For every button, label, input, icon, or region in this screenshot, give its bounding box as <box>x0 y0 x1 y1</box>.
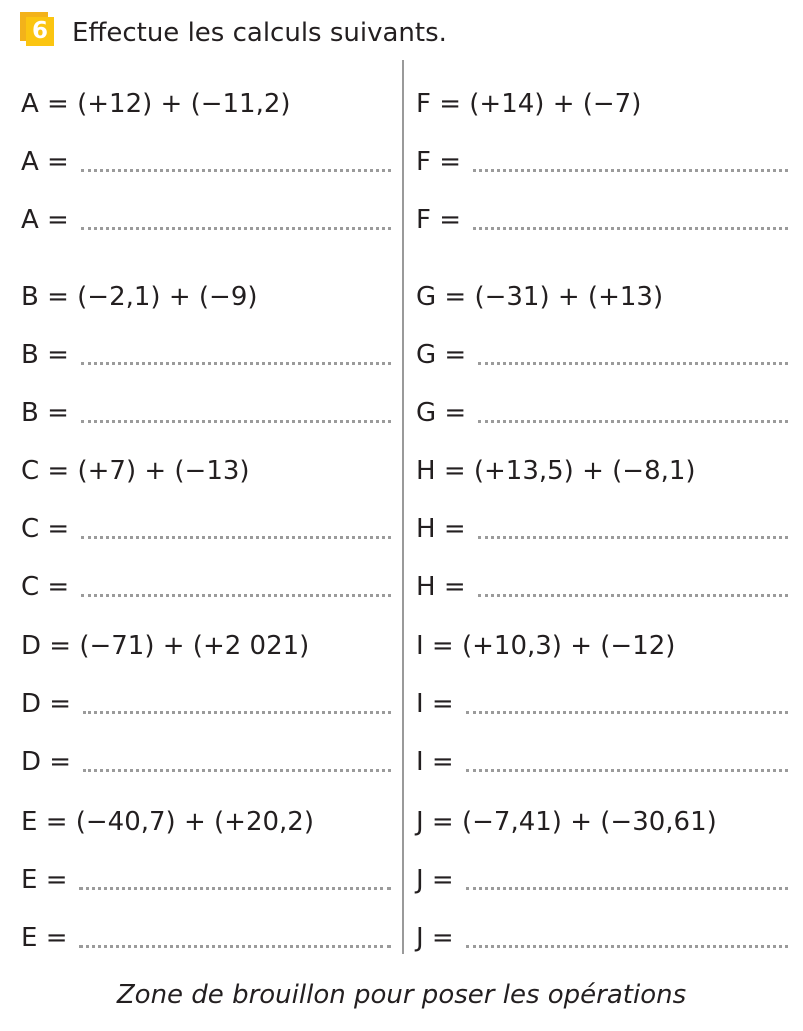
expression-text: H = (+13,5) + (−8,1) <box>416 456 696 486</box>
dotted-answer-field[interactable] <box>83 711 391 714</box>
dotted-answer-field[interactable] <box>83 769 391 772</box>
answer-label: D = <box>21 747 72 777</box>
dotted-answer-field[interactable] <box>473 169 788 172</box>
calculation-expression <box>416 626 788 662</box>
expression-text: J = (−7,41) + (−30,61) <box>416 807 717 837</box>
answer-line[interactable] <box>21 567 391 603</box>
answer-label: D = <box>21 689 72 719</box>
dotted-answer-field[interactable] <box>81 227 391 230</box>
answer-label: G = <box>416 398 467 428</box>
dotted-answer-field[interactable] <box>473 227 788 230</box>
dotted-answer-field[interactable] <box>478 536 788 539</box>
calculation-expression <box>21 84 391 120</box>
calculation-expression <box>21 451 391 487</box>
answer-label: G = <box>416 340 467 370</box>
answer-line[interactable] <box>416 509 788 545</box>
exercise-title: Effectue les calculs suivants. <box>72 18 447 48</box>
answer-line[interactable] <box>416 918 788 954</box>
answer-label: H = <box>416 572 466 602</box>
scratch-zone-caption: Zone de brouillon pour poser les opérations <box>116 980 687 1010</box>
answer-label: E = <box>21 865 68 895</box>
answer-label: E = <box>21 923 68 953</box>
calculation-expression <box>416 451 788 487</box>
answer-label: B = <box>21 398 69 428</box>
dotted-answer-field[interactable] <box>466 769 788 772</box>
answer-label: H = <box>416 514 466 544</box>
answer-label: I = <box>416 747 454 777</box>
expression-text: F = (+14) + (−7) <box>416 89 642 119</box>
answer-line[interactable] <box>21 918 391 954</box>
expression-text: A = (+12) + (−11,2) <box>21 89 291 119</box>
calculation-expression <box>416 802 788 838</box>
answer-line[interactable] <box>21 200 391 236</box>
calculation-expression <box>21 626 391 662</box>
dotted-answer-field[interactable] <box>79 887 391 890</box>
dotted-answer-field[interactable] <box>81 169 391 172</box>
answer-line[interactable] <box>416 142 788 178</box>
answer-line[interactable] <box>21 142 391 178</box>
answer-label: B = <box>21 340 69 370</box>
expression-text: C = (+7) + (−13) <box>21 456 250 486</box>
answer-label: F = <box>416 147 462 177</box>
answer-line[interactable] <box>416 567 788 603</box>
answer-label: A = <box>21 147 69 177</box>
expression-text: E = (−40,7) + (+20,2) <box>21 807 314 837</box>
dotted-answer-field[interactable] <box>81 536 391 539</box>
answer-label: F = <box>416 205 462 235</box>
column-divider <box>402 60 404 954</box>
dotted-answer-field[interactable] <box>478 420 788 423</box>
answer-label: C = <box>21 514 70 544</box>
answer-label: C = <box>21 572 70 602</box>
answer-label: J = <box>416 923 454 953</box>
answer-line[interactable] <box>21 393 391 429</box>
answer-line[interactable] <box>21 335 391 371</box>
answer-line[interactable] <box>416 393 788 429</box>
answer-line[interactable] <box>416 860 788 896</box>
calculation-expression <box>416 84 788 120</box>
expression-text: G = (−31) + (+13) <box>416 282 664 312</box>
expression-text: I = (+10,3) + (−12) <box>416 631 676 661</box>
answer-line[interactable] <box>416 200 788 236</box>
answer-label: I = <box>416 689 454 719</box>
calculation-expression <box>416 277 788 313</box>
dotted-answer-field[interactable] <box>79 945 391 948</box>
answer-line[interactable] <box>21 742 391 778</box>
answer-line[interactable] <box>416 684 788 720</box>
answer-label: A = <box>21 205 69 235</box>
answer-label: J = <box>416 865 454 895</box>
dotted-answer-field[interactable] <box>466 711 788 714</box>
dotted-answer-field[interactable] <box>478 362 788 365</box>
calculation-expression <box>21 277 391 313</box>
dotted-answer-field[interactable] <box>466 945 788 948</box>
answer-line[interactable] <box>21 860 391 896</box>
exercise-number-badge: 6 <box>26 17 54 46</box>
dotted-answer-field[interactable] <box>466 887 788 890</box>
answer-line[interactable] <box>21 684 391 720</box>
dotted-answer-field[interactable] <box>478 594 788 597</box>
dotted-answer-field[interactable] <box>81 362 391 365</box>
calculation-expression <box>21 802 391 838</box>
expression-text: D = (−71) + (+2 021) <box>21 631 310 661</box>
expression-text: B = (−2,1) + (−9) <box>21 282 258 312</box>
answer-line[interactable] <box>21 509 391 545</box>
answer-line[interactable] <box>416 742 788 778</box>
dotted-answer-field[interactable] <box>81 594 391 597</box>
answer-line[interactable] <box>416 335 788 371</box>
dotted-answer-field[interactable] <box>81 420 391 423</box>
